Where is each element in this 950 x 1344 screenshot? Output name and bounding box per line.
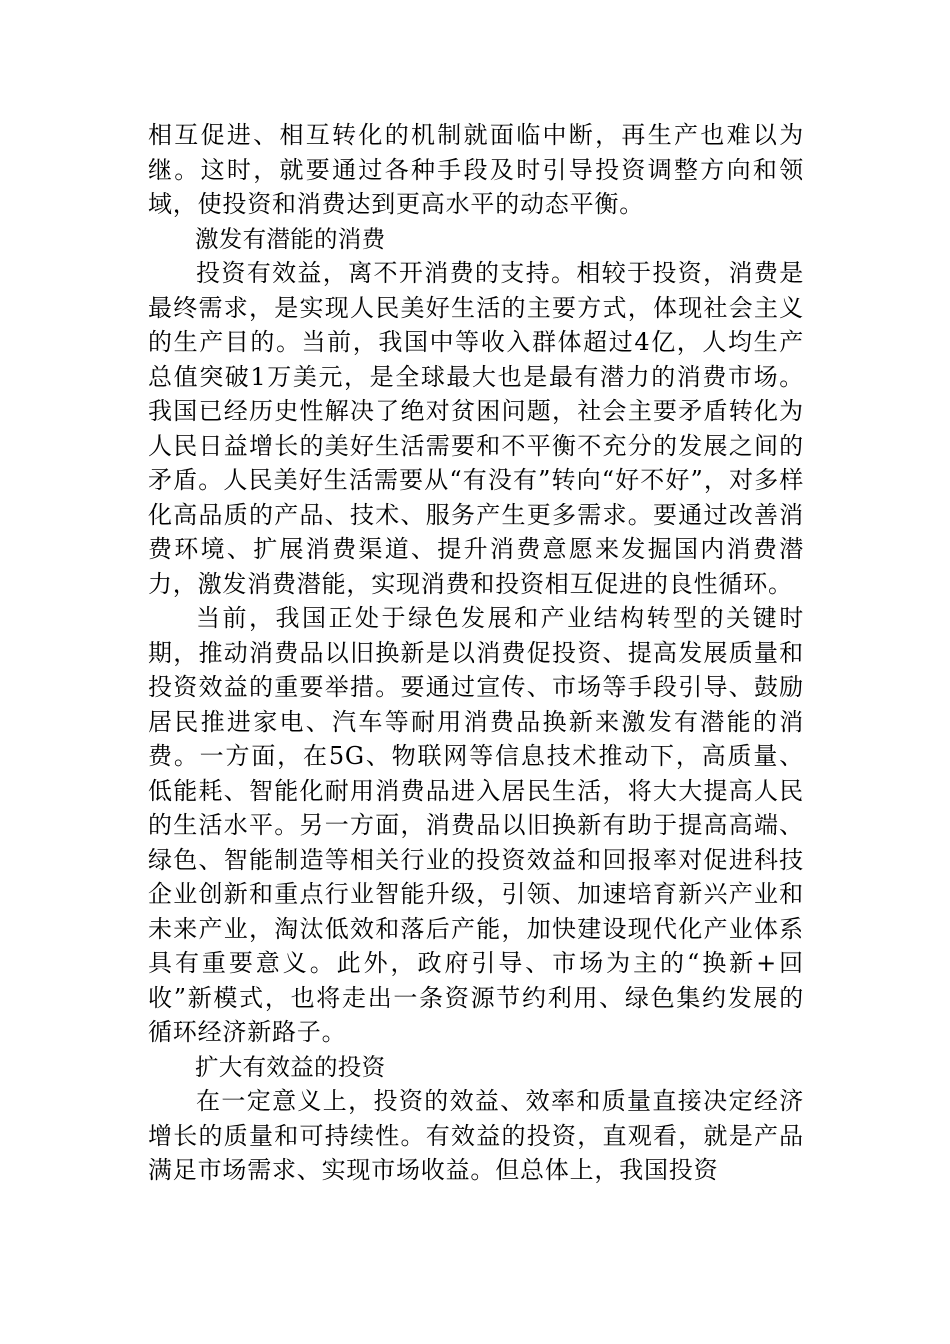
section-heading-investment: 扩大有效益的投资 xyxy=(195,1052,386,1081)
section-heading-consumption: 激发有潜能的消费 xyxy=(195,224,386,253)
paragraph-continued: 相互促进、相互转化的机制就面临中断，再生产也难以为继。这时，就要通过各种手段及时引导投资调整方向和领域，使投资和消费达到更高水平的动态平衡。 xyxy=(148,121,804,218)
document-body xyxy=(148,118,804,1188)
paragraph-trade-in: 当前，我国正处于绿色发展和产业结构转型的关键时期，推动消费品以旧换新是以消费促投资、提高发展质量和投资效益的重要举措。要通过宣传、市场等手段引导、鼓励居民推进家电、汽车等耐用消费品换新来激发有潜能的消费。一方面，在5G、物联网等信息技术推动下，高质量、低能耗、智能化耐用消费品进入居民生活，将大大提高人民的生活水平。另一方面，消费品以旧换新有助于提高高端、绿色、智能制造等相关行业的投资效益和回报率对促进科技企业创新和重点行业智能升级，引领、加速培育新兴产业和未来产业，淘汰低效和落后产能，加快建设现代化产业体系具有重要意义。此外，政府引导、市场为主的“换新+回收”新模式，也将走出一条资源节约利用、绿色集约发展的循环经济新路子。 xyxy=(148,604,804,1046)
paragraph-consumption-support: 投资有效益，离不开消费的支持。相较于投资，消费是最终需求，是实现人民美好生活的主要方式，体现社会主义的生产目的。当前，我国中等收入群体超过4亿，人均生产总值突破1万美元，是全球最大也是最有潜力的消费市场。我国已经历史性解决了绝对贫困问题，社会主要矛盾转化为人民日益增长的美好生活需要和不平衡不充分的发展之间的矛盾。人民美好生活需要从“有没有”转向“好不好”，对多样化高品质的产品、技术、服务产生更多需求。要通过改善消费环境、扩展消费渠道、提升消费意愿来发掘国内消费潜力，激发消费潜能，实现消费和投资相互促进的良性循环。 xyxy=(148,259,804,598)
paragraph-investment-efficiency: 在一定意义上，投资的效益、效率和质量直接决定经济增长的质量和可持续性。有效益的投资，直观看，就是产品满足市场需求、实现市场收益。但总体上，我国投资 xyxy=(148,1087,804,1184)
